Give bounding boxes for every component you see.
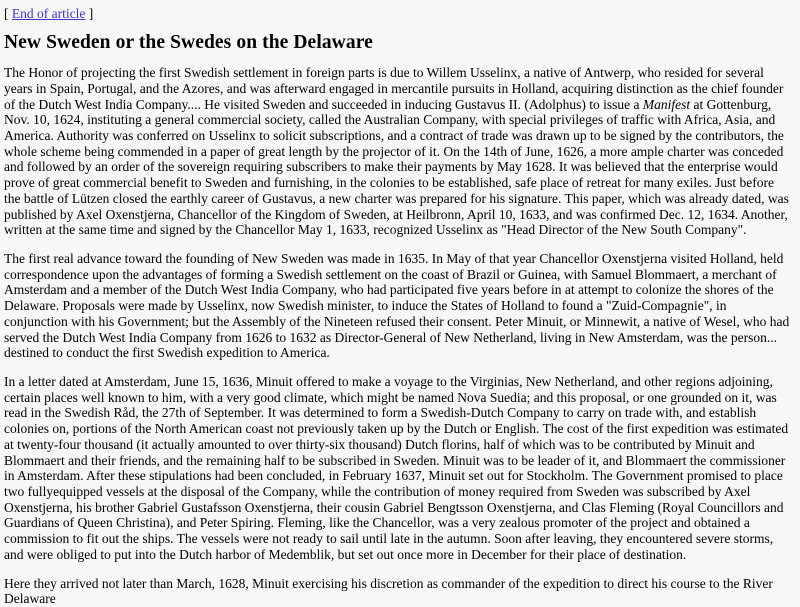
top-navigation: [4, 6, 792, 22]
end-of-article-link[interactable]: End of article: [11, 6, 86, 21]
page-title: New Sweden or the Swedes on the Delaware: [4, 31, 373, 53]
paragraph-1-part-b: at Gottenburg, Nov. 10, 1624, instituting a general commercial society, called the Australian Company, with special privileges of traffic with Africa, Asia, and America. Authority was conferred on Usselinx to solicit subscriptions, and a contract of trade was drawn up to be signed by the contributors, the whole scheme being commended in a paper of great length by the projector of it. On the 14th of June, 1626, a more ample charter was conceded and followed by an order of the sovereign requiring subscribers to make their payments by May 1628. It was believed that the enterprise would prove of great commercial benefit to Sweden and furnishing, in the colonies to be established, safe place of retreat for many exiles. Just before the battle of Lützen closed the earthly career of Gustavus, a new charter was prepared for his signature. This paper, which was already dated, was published by Axel Oxenstjerna, Chancellor of the Kingdom of Sweden, at Heilbronn, April 10, 1633, and was confirmed Dec. 12, 1634. Another, written at the same time and signed by the Chancellor May 1, 1633, recognized Usselinx as "Head Director of the New South Company".: [4, 96, 789, 238]
manifest-italic-term: Manifest: [642, 96, 691, 112]
paragraph-2: The first real advance toward the founding of New Sweden was made in 1635. In May of that year Chancellor Oxenstjerna visited Holland, held correspondence upon the advantages of forming a Swedish settlement on the coast of Brazil or Guinea, with Samuel Blommaert, a merchant of Amsterdam and a member of the Dutch West India Company, who had participated five years before in at attempt to colonize the shores of the Delaware. Proposals were made by Usselinx, now Swedish minister, to induce the States of Holland to found a "Zuid-Compagnie", in conjunction with his Government; but the Assembly of the Nineteen refused their consent. Peter Minuit, or Minnewit, a native of Wesel, who had served the Dutch West India Company from 1626 to 1632 as Director-General of New Netherland, living in New Amsterdam, was the person... destined to conduct the first Swedish expedition to America.: [4, 250, 790, 361]
paragraph-1-part-a: The Honor of projecting the first Swedish settlement in foreign parts is due to Willem Usselinx, a native of Antwerp, who resided for several years in Spain, Portugal, and the Azores, and was afterward engaged in mercantile pursuits in Holland, acquiring distinction as the chief founder of the Dutch West India Company.... He visited Sweden and succeeded in inducing Gustavus II. (Adolphus) to issue a: [4, 65, 784, 112]
paragraph-1: [4, 65, 792, 238]
paragraph-3: In a letter dated at Amsterdam, June 15, 1636, Minuit offered to make a voyage to the Virginias, New Netherland, and other regions adjoining, certain places well known to him, with a very good climate, which might be named Nova Suedia; and this proposal, or one grounded on it, was read in the Swedish Råd, the 27th of September. It was determined to form a Swedish-Dutch Company to carry on trade with, and establish colonies on, portions of the North American coast not previously taken up by the Dutch or English. The cost of the first expedition was estimated at twenty-four thousand (it actually amounted to over thirty-six thousand) Dutch florins, half of which was to be contributed by Minuit and Blommaert and their friends, and the remaining half to be subscribed in Sweden. Minuit was to be leader of it, and Blommaert the commissioner in Amsterdam. After these stipulations had been concluded, in February 1637, Minuit set out for Stockholm. The Government promised to place two fullyequipped vessels at the disposal of the Company, while the contribution of money required from Sweden was subscribed by Axel Oxenstjerna, his brother Gabriel Gustafsson Oxenstjerna, their cousin Gabriel Bengtsson Oxenstjerna, and Clas Fleming (Royal Councillors and Guardians of Queen Christina), and Peter Spiring. Fleming, like the Chancellor, was a very zealous promoter of the project and obtained a commission to fit out the ships. The vessels were not ready to sail until late in the autumn. Soon after leaving, they encountered severe storms, and were obliged to put into the Dutch harbor of Medemblik, but set out once more in December for their place of destination.: [4, 374, 789, 562]
close-bracket: ]: [88, 6, 94, 21]
paragraph-4: Here they arrived not later than March, 1628, Minuit exercising his discretion as commander of the expedition to direct his course to the River Delaware: [4, 575, 773, 607]
open-bracket: [: [4, 6, 9, 21]
